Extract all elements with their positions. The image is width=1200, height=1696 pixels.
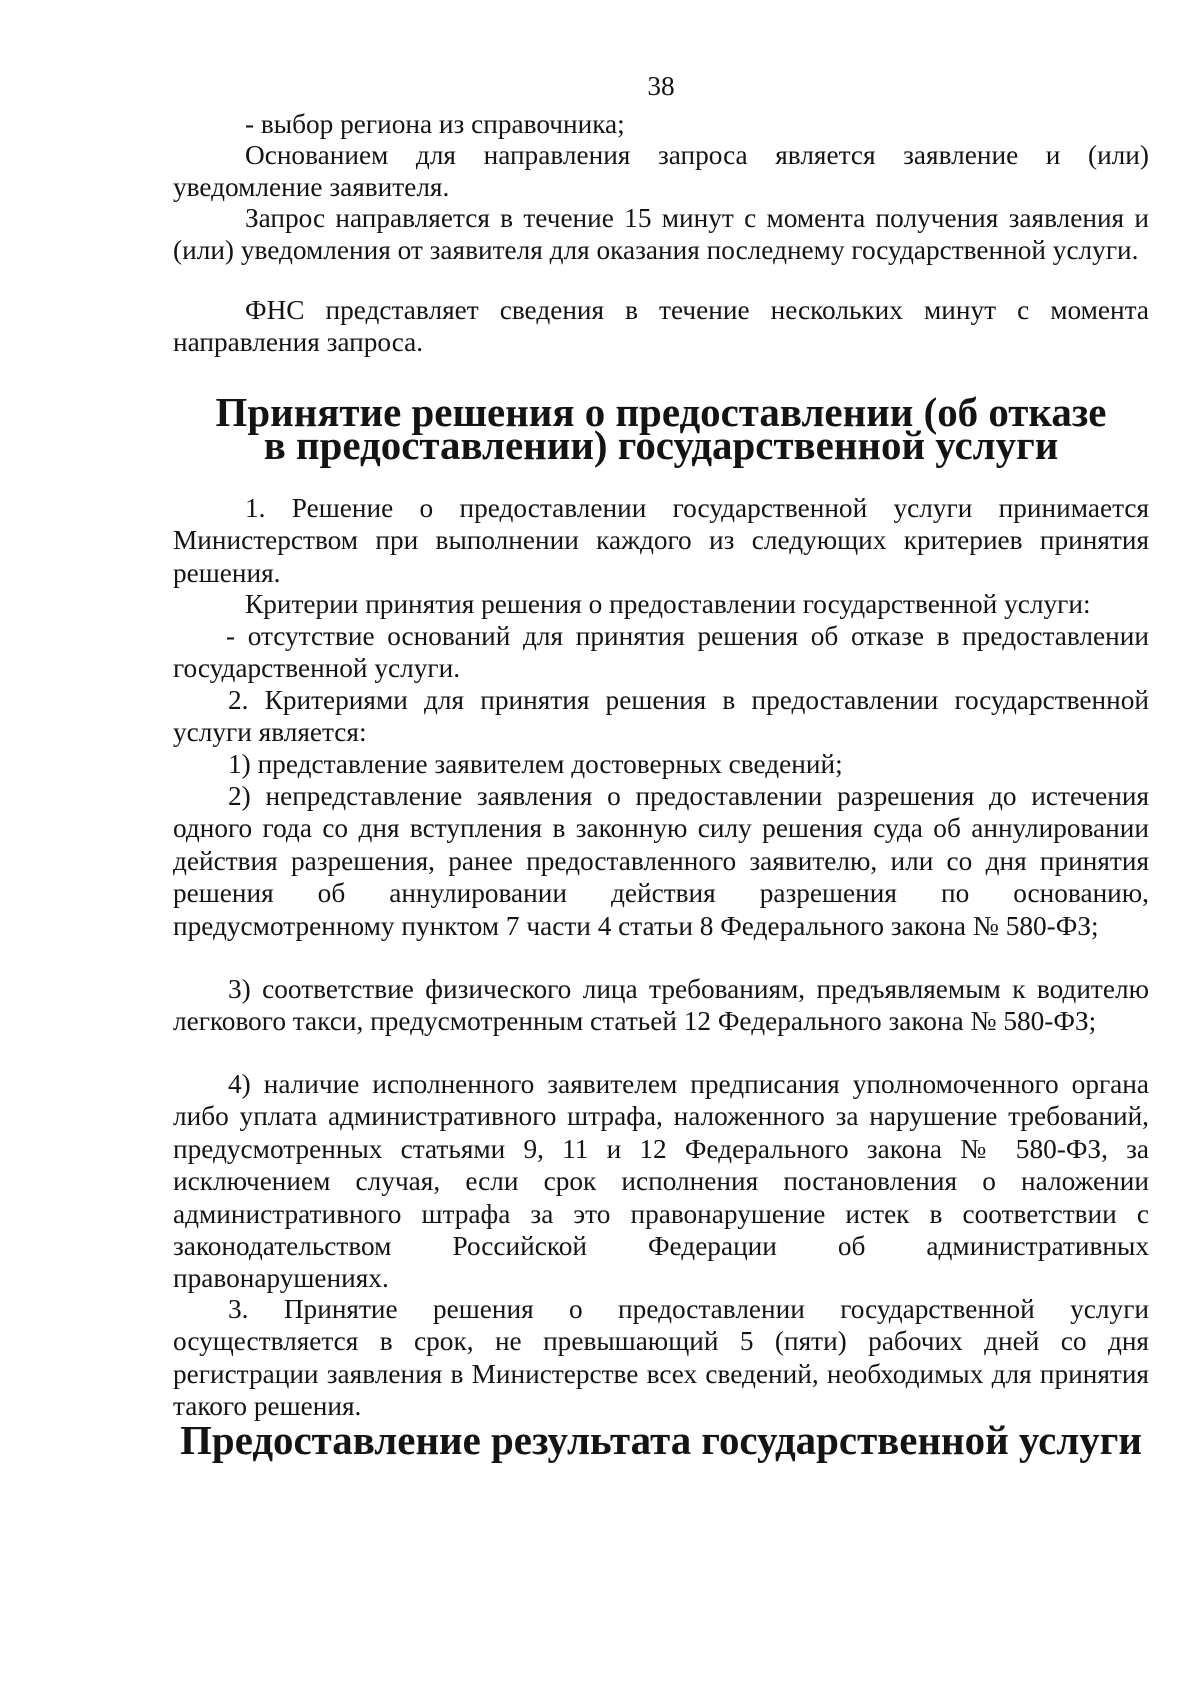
paragraph-request-timing: Запрос направляется в течение 15 минут с момента получения заявления и (или) уведомления от заявителя для оказания последнему государственной услуги. [173, 203, 1149, 266]
paragraph-criteria-2: 2. Критериями для принятия решения в предоставлении государственной услуги является: [173, 685, 1149, 748]
paragraph-decision-deadline: 3. Принятие решения о предоставлении государственной услуги осуществляется в срок, не превышающий 5 (пяти) рабочих дней со дня регистрации заявления в Министерстве всех сведений, необходимых для принятия такого решения. [173, 1294, 1149, 1422]
paragraph-request-basis: Основанием для направления запроса является заявление и (или) уведомление заявителя. [173, 140, 1149, 203]
section-heading-decision-line-1: Принятие решения о предоставлении (об отказе [215, 390, 1107, 435]
paragraph-criterion-2-3: 3) соответствие физического лица требованиям, предъявляемым к водителю легкового такси, предусмотренным статьей 12 Федерального закона № 580-ФЗ; [173, 974, 1149, 1037]
paragraph-region-choice: - выбор региона из справочника; [245, 109, 625, 139]
section-heading-decision [173, 390, 1149, 468]
section-heading-decision-line-2: в предоставлении) государственной услуги [263, 423, 1059, 468]
paragraph-criterion-2-1: 1) представление заявителем достоверных сведений; [228, 749, 843, 779]
section-heading-result: Предоставление результата государственной услуги [180, 1418, 1142, 1463]
paragraph-criterion-2-4: 4) наличие исполненного заявителем предписания уполномоченного органа либо уплата административного штрафа, наложенного за нарушение требований, предусмотренных статьями 9, 11 и 12 Федерального закона № 580-ФЗ, за исключением случая, если срок исполнения постановления о наложении административного штрафа за это правонарушение истек в соответствии с законодательством Российской Федерации об административных правонарушениях. [173, 1069, 1149, 1294]
paragraph-no-grounds-for-refusal: - отсутствие оснований для принятия решения об отказе в предоставлении государственной услуги. [173, 621, 1149, 684]
paragraph-decision-criteria: Критерии принятия решения о предоставлении государственной услуги: [245, 589, 1091, 619]
paragraph-fns-response: ФНС представляет сведения в течение нескольких минут с момента направления запроса. [173, 295, 1149, 358]
paragraph-decision-1: 1. Решение о предоставлении государственной услуги принимается Министерством при выполнении каждого из следующих критериев принятия решения. [173, 493, 1149, 588]
page-number: 38 [647, 71, 675, 101]
paragraph-criterion-2-2: 2) непредставление заявления о предоставлении разрешения до истечения одного года со дня вступления в законную силу решения суда об аннулировании действия разрешения, ранее предоставленного заявителю, или со дня принятия решения об аннулировании действия разрешения по основанию, предусмотренному пунктом 7 части 4 статьи 8 Федерального закона № 580-ФЗ; [173, 781, 1149, 941]
